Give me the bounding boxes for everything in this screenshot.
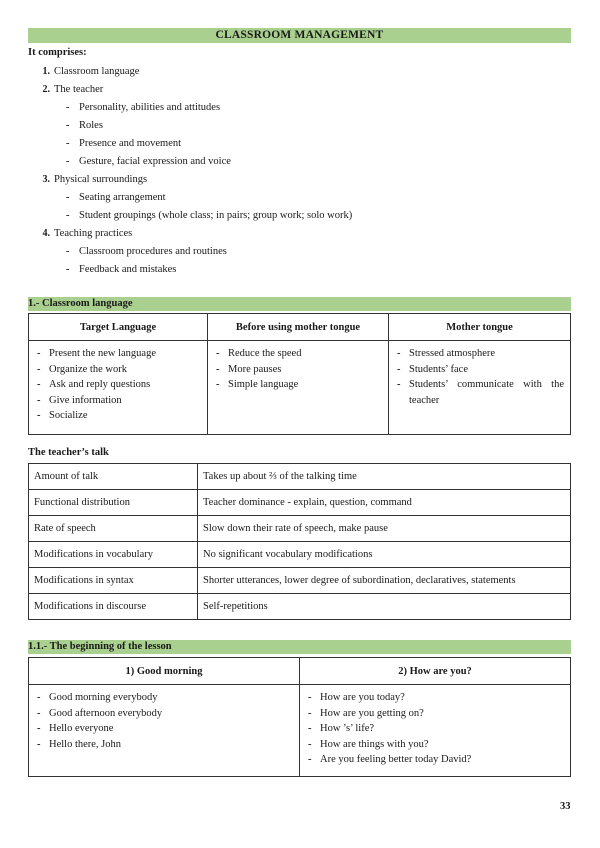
row-key: Modifications in discourse	[29, 594, 198, 620]
row-key: Functional distribution	[29, 490, 198, 516]
table-cell	[389, 341, 571, 435]
list-item: - Organize the work	[35, 362, 201, 378]
outline-item-text: Classroom language	[54, 66, 140, 77]
outline-subitem: - Gesture, facial expression and voice	[66, 156, 231, 167]
column-header: Target Language	[29, 314, 208, 341]
row-value: No significant vocabulary modifications	[198, 542, 571, 568]
outline-item-text: The teacher	[54, 84, 104, 95]
row-key: Rate of speech	[29, 516, 198, 542]
outline-subitem: - Student groupings (whole class; in pairs; group work; solo work)	[66, 210, 353, 221]
table-cell	[29, 685, 300, 777]
teacher-talk-heading: The teacher’s talk	[28, 447, 109, 458]
column-header: 1) Good morning	[29, 658, 300, 685]
outline-item-text: Physical surroundings	[54, 174, 148, 185]
outline-subitem: - Presence and movement	[66, 138, 182, 149]
list-item: - Good afternoon everybody	[35, 706, 293, 722]
table-cell	[300, 685, 571, 777]
list-item: - More pauses	[214, 362, 382, 378]
table-row	[29, 516, 571, 542]
row-value: Self-repetitions	[198, 594, 571, 620]
list-item: - Hello there, John	[35, 737, 293, 753]
page-number: 33	[560, 801, 571, 812]
column-header: 2) How are you?	[300, 658, 571, 685]
teacher-talk-table	[28, 463, 571, 620]
outline-item: 2. The teacher	[42, 84, 104, 95]
outline-subitem: - Personality, abilities and attitudes	[66, 102, 221, 113]
section-heading-classroom-language: 1.- Classroom language	[28, 297, 571, 311]
list-item: - Students’ face	[395, 362, 564, 378]
list-item: - Students’ communicate with the teacher	[395, 377, 564, 408]
table-cell	[29, 341, 208, 435]
outline-item: 4. Teaching practices	[42, 228, 133, 239]
list-item: - How ’s’ life?	[306, 721, 564, 737]
outline-item: 3. Physical surroundings	[42, 174, 148, 185]
outline-item-text: Teaching practices	[54, 228, 133, 239]
list-item: - Ask and reply questions	[35, 377, 201, 393]
table-row	[29, 542, 571, 568]
outline-item: 1. Classroom language	[42, 66, 140, 77]
row-value: Takes up about ⅔ of the talking time	[198, 464, 571, 490]
outline-subitem: - Roles	[66, 120, 103, 131]
outline-subitem: - Seating arrangement	[66, 192, 166, 203]
table-row	[29, 594, 571, 620]
list-item: - Are you feeling better today David?	[306, 752, 564, 768]
list-item: - Hello everyone	[35, 721, 293, 737]
row-value: Teacher dominance - explain, question, command	[198, 490, 571, 516]
list-item: - Simple language	[214, 377, 382, 393]
column-header: Before using mother tongue	[208, 314, 389, 341]
table-row	[29, 464, 571, 490]
list-item: - Give information	[35, 393, 201, 409]
list-item: - Good morning everybody	[35, 690, 293, 706]
list-item: - How are things with you?	[306, 737, 564, 753]
section-heading-lesson-beginning: 1.1.- The beginning of the lesson	[28, 640, 571, 654]
table-row	[29, 568, 571, 594]
outline-subitem: - Feedback and mistakes	[66, 264, 177, 275]
lesson-beginning-table	[28, 657, 571, 777]
list-item: - Reduce the speed	[214, 346, 382, 362]
row-key: Modifications in syntax	[29, 568, 198, 594]
page-title: CLASSROOM MANAGEMENT	[28, 28, 571, 43]
row-key: Amount of talk	[29, 464, 198, 490]
classroom-language-table	[28, 313, 571, 435]
table-cell	[208, 341, 389, 435]
row-value: Shorter utterances, lower degree of subordination, declaratives, statements	[198, 568, 571, 594]
list-item: - How are you today?	[306, 690, 564, 706]
list-item: - How are you getting on?	[306, 706, 564, 722]
column-header: Mother tongue	[389, 314, 571, 341]
list-item: - Socialize	[35, 408, 201, 424]
list-item: - Stressed atmosphere	[395, 346, 564, 362]
row-key: Modifications in vocabulary	[29, 542, 198, 568]
intro-label: It comprises:	[28, 47, 87, 58]
outline-subitem: - Classroom procedures and routines	[66, 246, 227, 257]
table-row	[29, 490, 571, 516]
row-value: Slow down their rate of speech, make pause	[198, 516, 571, 542]
list-item: - Present the new language	[35, 346, 201, 362]
outline-list	[28, 63, 568, 279]
